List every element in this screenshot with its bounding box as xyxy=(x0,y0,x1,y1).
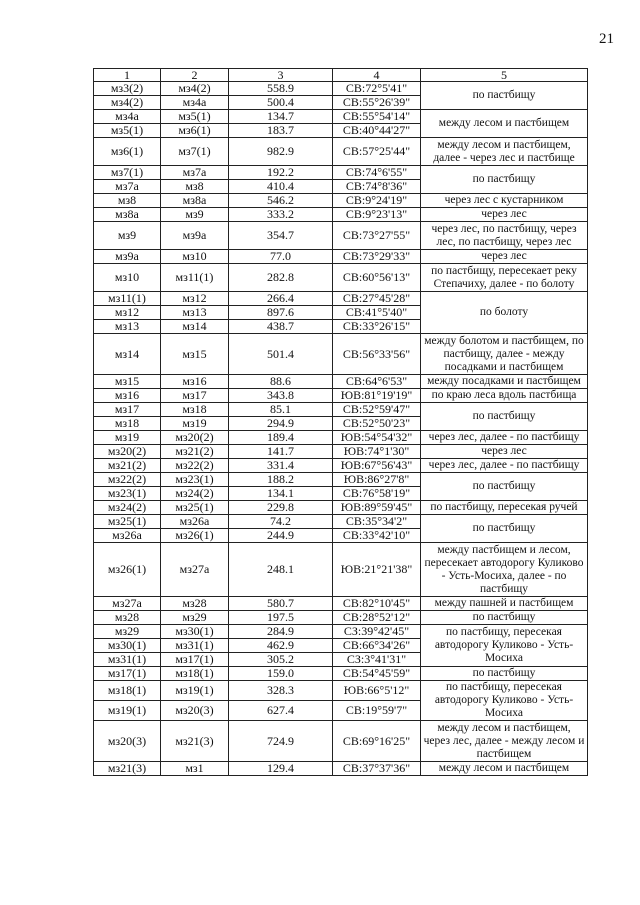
length-cell: 189.4 xyxy=(229,431,333,445)
bearing-cell: СВ:73°29'33" xyxy=(333,250,421,264)
point-to-cell: мз20(3) xyxy=(161,701,229,721)
point-to-cell: мз14 xyxy=(161,320,229,334)
bearing-cell: СВ:72°5'41" xyxy=(333,82,421,96)
bearing-cell: СВ:19°59'7" xyxy=(333,701,421,721)
bearing-cell: СВ:28°52'12" xyxy=(333,611,421,625)
bearing-cell: СВ:64°6'53" xyxy=(333,375,421,389)
point-from-cell: мз21(3) xyxy=(94,762,161,776)
header-cell: 2 xyxy=(161,69,229,82)
header-cell: 1 xyxy=(94,69,161,82)
point-from-cell: мз18(1) xyxy=(94,681,161,701)
point-to-cell: мз22(2) xyxy=(161,459,229,473)
point-to-cell: мз8 xyxy=(161,180,229,194)
point-to-cell: мз17(1) xyxy=(161,653,229,667)
point-to-cell: мз21(3) xyxy=(161,721,229,762)
table-row xyxy=(94,515,588,529)
bearing-cell: СВ:69°16'25" xyxy=(333,721,421,762)
point-from-cell: мз3(2) xyxy=(94,82,161,96)
point-from-cell: мз11(1) xyxy=(94,292,161,306)
table-row xyxy=(94,762,588,776)
point-from-cell: мз9 xyxy=(94,222,161,250)
point-from-cell: мз7(1) xyxy=(94,166,161,180)
point-from-cell: мз6(1) xyxy=(94,138,161,166)
length-cell: 982.9 xyxy=(229,138,333,166)
bearing-cell: ЮВ:89°59'45" xyxy=(333,501,421,515)
table-row xyxy=(94,334,588,375)
description-cell: через лес xyxy=(421,250,588,264)
description-cell: по болоту xyxy=(421,292,588,334)
length-cell: 134.7 xyxy=(229,110,333,124)
length-cell: 141.7 xyxy=(229,445,333,459)
table-row xyxy=(94,597,588,611)
point-from-cell: мз16 xyxy=(94,389,161,403)
point-from-cell: мз8 xyxy=(94,194,161,208)
length-cell: 88.6 xyxy=(229,375,333,389)
bearing-cell: СВ:9°23'13" xyxy=(333,208,421,222)
length-cell: 266.4 xyxy=(229,292,333,306)
bearing-cell: СВ:60°56'13" xyxy=(333,264,421,292)
length-cell: 159.0 xyxy=(229,667,333,681)
table-body xyxy=(94,82,588,776)
point-from-cell: мз29 xyxy=(94,625,161,639)
table-row xyxy=(94,110,588,124)
table-row xyxy=(94,138,588,166)
point-to-cell: мз17 xyxy=(161,389,229,403)
bearing-cell: СВ:9°24'19" xyxy=(333,194,421,208)
description-cell: через лес, далее - по пастбищу xyxy=(421,431,588,445)
bearing-cell: СВ:74°6'55" xyxy=(333,166,421,180)
table-row xyxy=(94,264,588,292)
length-cell: 197.5 xyxy=(229,611,333,625)
bearing-cell: СВ:41°5'40" xyxy=(333,306,421,320)
table-row xyxy=(94,473,588,487)
length-cell: 333.2 xyxy=(229,208,333,222)
description-cell: между болотом и пастбищем, по пастбищу, далее - между посадками и пастбищем xyxy=(421,334,588,375)
length-cell: 188.2 xyxy=(229,473,333,487)
point-to-cell: мз12 xyxy=(161,292,229,306)
table-row xyxy=(94,194,588,208)
description-cell: через лес с кустарником xyxy=(421,194,588,208)
point-to-cell: мз15 xyxy=(161,334,229,375)
point-from-cell: мз8а xyxy=(94,208,161,222)
point-to-cell: мз4(2) xyxy=(161,82,229,96)
description-cell: через лес, далее - по пастбищу xyxy=(421,459,588,473)
point-from-cell: мз25(1) xyxy=(94,515,161,529)
point-to-cell: мз8а xyxy=(161,194,229,208)
length-cell: 627.4 xyxy=(229,701,333,721)
point-from-cell: мз10 xyxy=(94,264,161,292)
bearing-cell: СВ:27°45'28" xyxy=(333,292,421,306)
bearing-cell: ЮВ:54°54'32" xyxy=(333,431,421,445)
table-row xyxy=(94,625,588,639)
point-from-cell: мз17 xyxy=(94,403,161,417)
bearing-cell: ЮВ:66°5'12" xyxy=(333,681,421,701)
description-cell: по пастбищу xyxy=(421,473,588,501)
point-from-cell: мз26а xyxy=(94,529,161,543)
bearing-cell: СВ:52°50'23" xyxy=(333,417,421,431)
header-cell: 4 xyxy=(333,69,421,82)
description-cell: через лес xyxy=(421,445,588,459)
point-from-cell: мз31(1) xyxy=(94,653,161,667)
bearing-cell: СВ:33°42'10" xyxy=(333,529,421,543)
point-to-cell: мз30(1) xyxy=(161,625,229,639)
bearing-cell: СВ:33°26'15" xyxy=(333,320,421,334)
length-cell: 77.0 xyxy=(229,250,333,264)
length-cell: 546.2 xyxy=(229,194,333,208)
length-cell: 438.7 xyxy=(229,320,333,334)
length-cell: 558.9 xyxy=(229,82,333,96)
table-row xyxy=(94,501,588,515)
point-to-cell: мз9 xyxy=(161,208,229,222)
point-from-cell: мз30(1) xyxy=(94,639,161,653)
point-to-cell: мз28 xyxy=(161,597,229,611)
description-cell: по пастбищу, пересекает реку Степачиху, далее - по болоту xyxy=(421,264,588,292)
table-row xyxy=(94,403,588,417)
point-to-cell: мз5(1) xyxy=(161,110,229,124)
point-to-cell: мз18 xyxy=(161,403,229,417)
length-cell: 328.3 xyxy=(229,681,333,701)
point-to-cell: мз11(1) xyxy=(161,264,229,292)
length-cell: 294.9 xyxy=(229,417,333,431)
bearing-cell: СВ:55°26'39" xyxy=(333,96,421,110)
bearing-cell: СВ:57°25'44" xyxy=(333,138,421,166)
table-row xyxy=(94,375,588,389)
bearing-cell: СВ:66°34'26" xyxy=(333,639,421,653)
point-from-cell: мз4(2) xyxy=(94,96,161,110)
table-row xyxy=(94,431,588,445)
point-to-cell: мз9а xyxy=(161,222,229,250)
length-cell: 134.1 xyxy=(229,487,333,501)
length-cell: 85.1 xyxy=(229,403,333,417)
bearing-cell: ЮВ:21°21'38" xyxy=(333,543,421,597)
point-from-cell: мз5(1) xyxy=(94,124,161,138)
description-cell: по пастбищу, пересекая автодорогу Куликово - Усть-Мосиха xyxy=(421,625,588,667)
length-cell: 897.6 xyxy=(229,306,333,320)
point-from-cell: мз19 xyxy=(94,431,161,445)
point-to-cell: мз7а xyxy=(161,166,229,180)
point-from-cell: мз13 xyxy=(94,320,161,334)
point-from-cell: мз20(3) xyxy=(94,721,161,762)
point-to-cell: мз26(1) xyxy=(161,529,229,543)
description-cell: между лесом и пастбищем, далее - через лес и пастбище xyxy=(421,138,588,166)
point-to-cell: мз7(1) xyxy=(161,138,229,166)
table-row xyxy=(94,82,588,96)
header-row xyxy=(94,69,588,82)
point-from-cell: мз20(2) xyxy=(94,445,161,459)
bearing-cell: ЮВ:67°56'43" xyxy=(333,459,421,473)
point-to-cell: мз13 xyxy=(161,306,229,320)
point-from-cell: мз17(1) xyxy=(94,667,161,681)
table-row xyxy=(94,166,588,180)
description-cell: по пастбищу xyxy=(421,403,588,431)
point-from-cell: мз24(2) xyxy=(94,501,161,515)
point-to-cell: мз26а xyxy=(161,515,229,529)
point-from-cell: мз12 xyxy=(94,306,161,320)
bearing-cell: СЗ:3°41'31" xyxy=(333,653,421,667)
boundary-table xyxy=(93,68,588,776)
length-cell: 192.2 xyxy=(229,166,333,180)
point-to-cell: мз19(1) xyxy=(161,681,229,701)
description-cell: по пастбищу xyxy=(421,515,588,543)
bearing-cell: ЮВ:81°19'19" xyxy=(333,389,421,403)
bearing-cell: СВ:73°27'55" xyxy=(333,222,421,250)
table-row xyxy=(94,389,588,403)
bearing-cell: ЮВ:86°27'8" xyxy=(333,473,421,487)
length-cell: 580.7 xyxy=(229,597,333,611)
description-cell: между пашней и пастбищем xyxy=(421,597,588,611)
point-to-cell: мз4а xyxy=(161,96,229,110)
length-cell: 305.2 xyxy=(229,653,333,667)
header-cell: 3 xyxy=(229,69,333,82)
point-from-cell: мз28 xyxy=(94,611,161,625)
point-to-cell: мз25(1) xyxy=(161,501,229,515)
table-row xyxy=(94,667,588,681)
description-cell: по пастбищу xyxy=(421,82,588,110)
table-row xyxy=(94,222,588,250)
bearing-cell: СВ:37°37'36" xyxy=(333,762,421,776)
description-cell: через лес xyxy=(421,208,588,222)
length-cell: 724.9 xyxy=(229,721,333,762)
bearing-cell: СВ:55°54'14" xyxy=(333,110,421,124)
description-cell: по краю леса вдоль пастбища xyxy=(421,389,588,403)
description-cell: между посадками и пастбищем xyxy=(421,375,588,389)
point-from-cell: мз9а xyxy=(94,250,161,264)
point-from-cell: мз14 xyxy=(94,334,161,375)
description-cell: между лесом и пастбищем xyxy=(421,762,588,776)
length-cell: 244.9 xyxy=(229,529,333,543)
length-cell: 343.8 xyxy=(229,389,333,403)
point-from-cell: мз23(1) xyxy=(94,487,161,501)
length-cell: 282.8 xyxy=(229,264,333,292)
point-from-cell: мз7а xyxy=(94,180,161,194)
length-cell: 501.4 xyxy=(229,334,333,375)
table-row xyxy=(94,543,588,597)
table-row xyxy=(94,208,588,222)
table-row xyxy=(94,459,588,473)
point-to-cell: мз16 xyxy=(161,375,229,389)
description-cell: по пастбищу xyxy=(421,611,588,625)
point-to-cell: мз23(1) xyxy=(161,473,229,487)
bearing-cell: СВ:40°44'27" xyxy=(333,124,421,138)
header-cell: 5 xyxy=(421,69,588,82)
point-from-cell: мз4а xyxy=(94,110,161,124)
description-cell: по пастбищу, пересекая ручей xyxy=(421,501,588,515)
point-from-cell: мз18 xyxy=(94,417,161,431)
point-to-cell: мз6(1) xyxy=(161,124,229,138)
point-from-cell: мз27а xyxy=(94,597,161,611)
description-cell: между лесом и пастбищем, через лес, далее - между лесом и пастбищем xyxy=(421,721,588,762)
point-to-cell: мз29 xyxy=(161,611,229,625)
length-cell: 74.2 xyxy=(229,515,333,529)
bearing-cell: СВ:56°33'56" xyxy=(333,334,421,375)
bearing-cell: СВ:54°45'59" xyxy=(333,667,421,681)
length-cell: 354.7 xyxy=(229,222,333,250)
length-cell: 248.1 xyxy=(229,543,333,597)
table-row xyxy=(94,445,588,459)
point-from-cell: мз21(2) xyxy=(94,459,161,473)
point-to-cell: мз27а xyxy=(161,543,229,597)
length-cell: 331.4 xyxy=(229,459,333,473)
length-cell: 183.7 xyxy=(229,124,333,138)
point-from-cell: мз26(1) xyxy=(94,543,161,597)
description-cell: по пастбищу, пересекая автодорогу Куликово - Усть-Мосиха xyxy=(421,681,588,721)
point-to-cell: мз1 xyxy=(161,762,229,776)
table-row xyxy=(94,292,588,306)
point-to-cell: мз24(2) xyxy=(161,487,229,501)
point-to-cell: мз18(1) xyxy=(161,667,229,681)
length-cell: 229.8 xyxy=(229,501,333,515)
point-from-cell: мз15 xyxy=(94,375,161,389)
point-to-cell: мз31(1) xyxy=(161,639,229,653)
point-to-cell: мз20(2) xyxy=(161,431,229,445)
description-cell: между пастбищем и лесом, пересекает автодорогу Куликово - Усть-Мосиха, далее - по пастбищу xyxy=(421,543,588,597)
bearing-cell: СВ:74°8'36" xyxy=(333,180,421,194)
bearing-cell: ЮВ:74°1'30" xyxy=(333,445,421,459)
description-cell: между лесом и пастбищем xyxy=(421,110,588,138)
description-cell: по пастбищу xyxy=(421,166,588,194)
description-cell: через лес, по пастбищу, через лес, по пастбищу, через лес xyxy=(421,222,588,250)
bearing-cell: СВ:76°58'19" xyxy=(333,487,421,501)
length-cell: 284.9 xyxy=(229,625,333,639)
table-row xyxy=(94,721,588,762)
bearing-cell: СВ:82°10'45" xyxy=(333,597,421,611)
length-cell: 462.9 xyxy=(229,639,333,653)
table-row xyxy=(94,250,588,264)
bearing-cell: СВ:52°59'47" xyxy=(333,403,421,417)
point-to-cell: мз21(2) xyxy=(161,445,229,459)
table-row xyxy=(94,681,588,701)
length-cell: 500.4 xyxy=(229,96,333,110)
point-from-cell: мз22(2) xyxy=(94,473,161,487)
description-cell: по пастбищу xyxy=(421,667,588,681)
table-row xyxy=(94,611,588,625)
bearing-cell: СВ:35°34'2" xyxy=(333,515,421,529)
point-to-cell: мз10 xyxy=(161,250,229,264)
bearing-cell: СЗ:39°42'45" xyxy=(333,625,421,639)
length-cell: 410.4 xyxy=(229,180,333,194)
point-from-cell: мз19(1) xyxy=(94,701,161,721)
point-to-cell: мз19 xyxy=(161,417,229,431)
length-cell: 129.4 xyxy=(229,762,333,776)
page-number: 21 xyxy=(599,31,614,47)
